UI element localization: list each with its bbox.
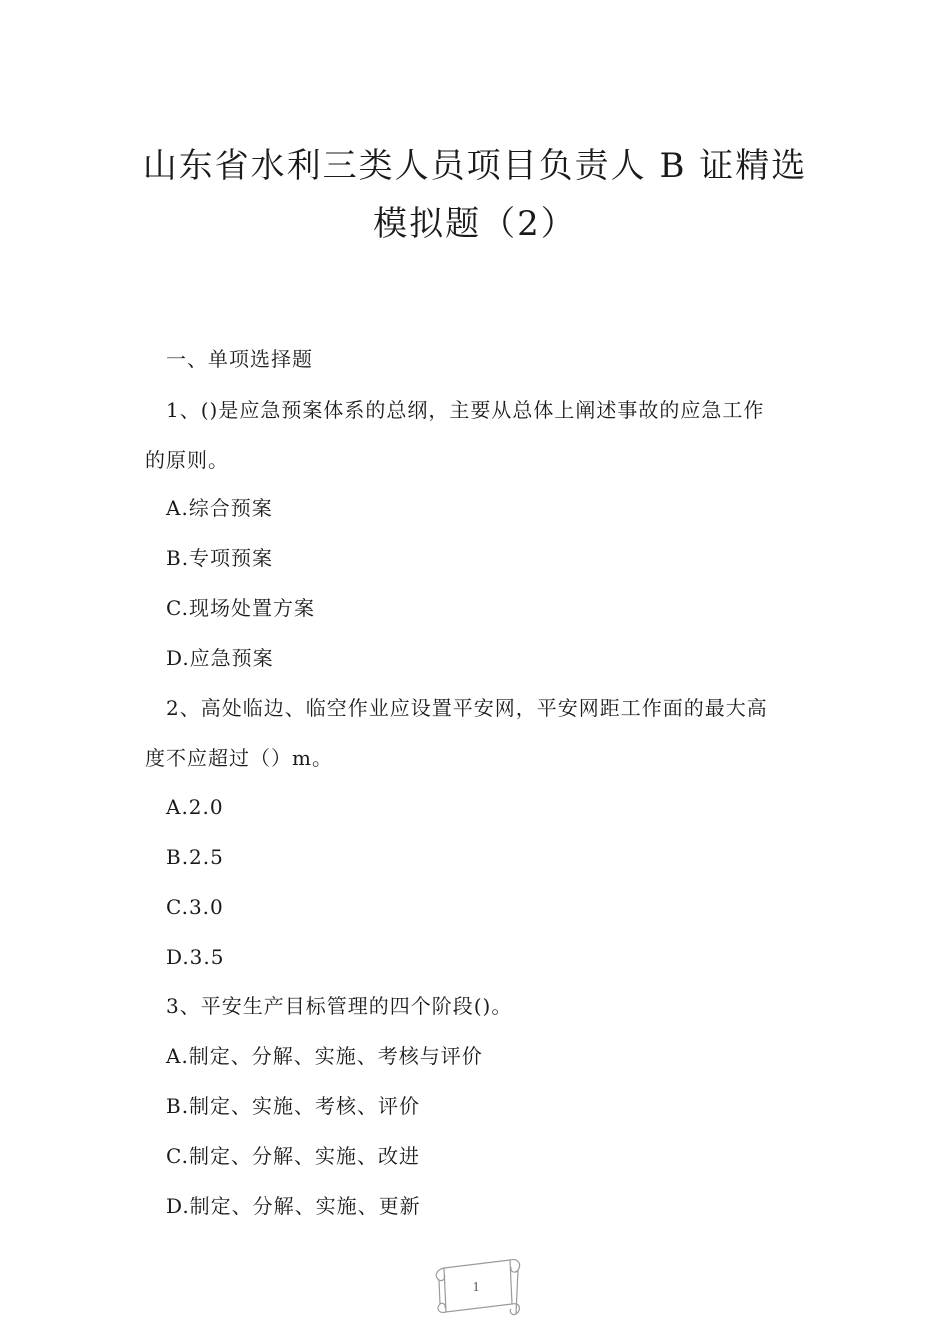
question-1-stem-line-1: 1、()是应急预案体系的总纲，主要从总体上阐述事故的应急工作 bbox=[166, 398, 765, 422]
question-3-option-b: B.制定、实施、考核、评价 bbox=[166, 1094, 421, 1118]
question-1-option-d: D.应急预案 bbox=[166, 646, 274, 670]
question-2-stem-line-1: 2、高处临边、临空作业应设置平安网，平安网距工作面的最大高 bbox=[166, 696, 768, 720]
page-number: 1 bbox=[472, 1280, 480, 1295]
question-2-option-b: B.2.5 bbox=[166, 845, 224, 869]
question-2-option-d: D.3.5 bbox=[166, 945, 225, 969]
question-3-option-a: A.制定、分解、实施、考核与评价 bbox=[166, 1044, 483, 1068]
question-3-option-c: C.制定、分解、实施、改进 bbox=[166, 1144, 420, 1168]
question-1-option-a: A.综合预案 bbox=[166, 496, 273, 520]
question-2-option-a: A.2.0 bbox=[166, 795, 224, 819]
question-3-option-d: D.制定、分解、实施、更新 bbox=[166, 1194, 421, 1218]
section-heading: 一、单项选择题 bbox=[166, 347, 313, 371]
question-3-stem-line-1: 3、平安生产目标管理的四个阶段()。 bbox=[166, 994, 513, 1018]
question-1-option-c: C.现场处置方案 bbox=[166, 596, 315, 620]
question-2-stem-line-2: 度不应超过（）m。 bbox=[145, 746, 333, 770]
document-title-line-2: 模拟题（2） bbox=[373, 204, 577, 244]
question-1-stem-line-2: 的原则。 bbox=[145, 448, 229, 472]
page-number-scroll-ornament bbox=[430, 1252, 522, 1320]
document-title-line-1: 山东省水利三类人员项目负责人 B 证精选 bbox=[142, 146, 808, 186]
question-2-option-c: C.3.0 bbox=[166, 895, 224, 919]
question-1-option-b: B.专项预案 bbox=[166, 546, 274, 570]
